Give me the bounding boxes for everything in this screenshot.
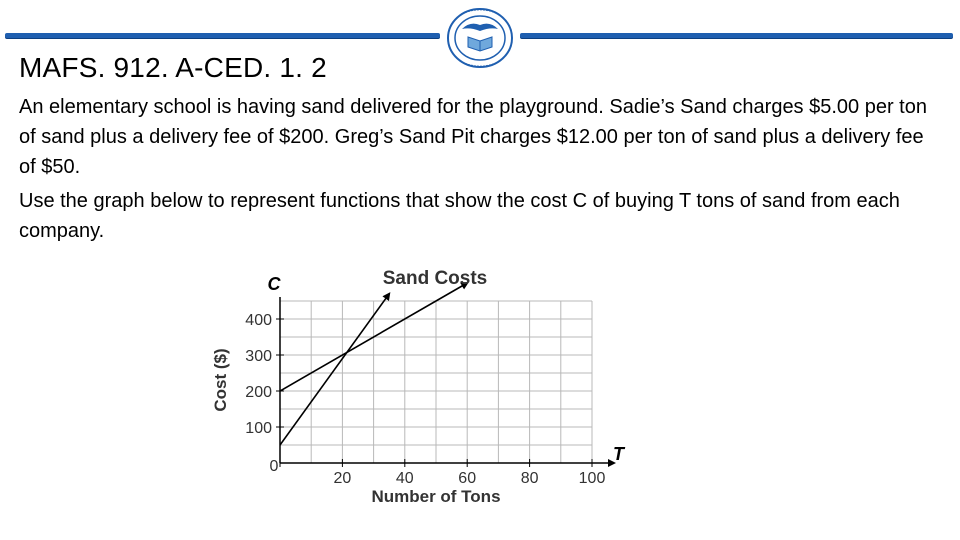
x-tick-label: 100 xyxy=(578,470,606,487)
y-tick-label: 400 xyxy=(245,312,272,329)
y-axis-title: Cost ($) xyxy=(211,348,230,412)
series-line-2 xyxy=(280,294,389,445)
slide-title: MAFS. 912. A-CED. 1. 2 xyxy=(19,52,327,83)
header-rule-right xyxy=(520,33,953,38)
x-tick-label: 20 xyxy=(333,470,352,487)
y-tick-label: 300 xyxy=(245,348,272,365)
x-tick-label: 80 xyxy=(520,470,539,487)
chart-title: Sand Costs xyxy=(382,268,488,289)
problem-paragraph: An elementary school is having sand delivered for the playground. Sadie’s Sand charges $5.00 per ton of sand plus a delivery fee of $200. Greg’s Sand Pit charges $12.00 per ton of sand plus a delivery fee of $50. xyxy=(19,96,927,178)
chart-labels xyxy=(211,268,626,506)
sand-costs-chart xyxy=(200,258,660,518)
chart-grid xyxy=(280,301,592,463)
chart-axes xyxy=(276,297,614,467)
header-rule-left xyxy=(5,33,440,38)
x-axis-letter: T xyxy=(613,444,624,464)
y-tick-label: 100 xyxy=(245,420,272,437)
x-tick-label: 60 xyxy=(458,470,477,487)
school-logo-icon xyxy=(446,7,514,69)
instruction-paragraph: Use the graph below to represent functions that show the cost C of buying T tons of sand from each company. xyxy=(19,190,900,242)
x-tick-label: 40 xyxy=(395,470,414,487)
y-axis-letter: C xyxy=(267,274,281,294)
x-axis-title: Number of Tons xyxy=(371,487,501,506)
y-tick-label: 200 xyxy=(245,384,272,401)
origin-label: 0 xyxy=(269,458,279,475)
